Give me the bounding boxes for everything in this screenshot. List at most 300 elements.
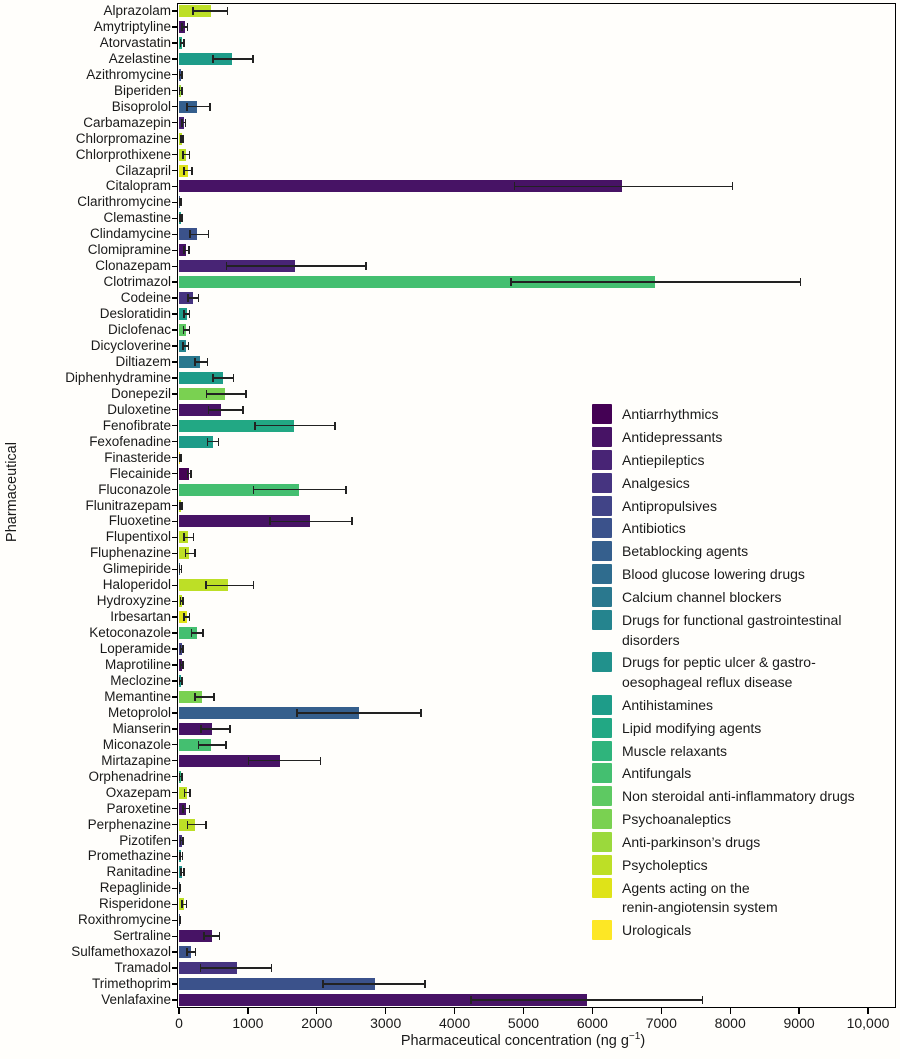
error-bar-cap-low — [322, 980, 324, 988]
legend-swatch — [592, 695, 612, 715]
y-axis-tick — [172, 186, 177, 187]
error-bar-cap-high — [702, 996, 704, 1004]
legend-item — [592, 652, 892, 692]
y-axis-tick — [172, 313, 177, 314]
error-bar-cap-high — [207, 358, 209, 366]
y-axis-tick — [172, 712, 177, 713]
legend-swatch — [592, 404, 612, 424]
y-axis-tick — [172, 904, 177, 905]
y-axis-tick — [172, 266, 177, 267]
y-tick-label: Fexofenadine — [89, 433, 171, 449]
y-tick-label: Amytriptyline — [93, 18, 171, 34]
legend-swatch — [592, 450, 612, 470]
error-bar-cap-high — [188, 342, 190, 350]
y-tick-label: Citalopram — [105, 178, 171, 194]
error-bar-cap-low — [180, 39, 182, 47]
y-tick-label: Fluconazole — [98, 481, 171, 497]
error-bar — [213, 377, 234, 379]
error-bar-cap-low — [183, 326, 185, 334]
error-bar-cap-low — [181, 23, 183, 31]
y-tick-label: Maprotiline — [104, 657, 171, 673]
y-axis-tick — [172, 792, 177, 793]
y-axis-tick — [172, 521, 177, 522]
error-bar-cap-high — [245, 390, 247, 398]
error-bar-cap-high — [180, 198, 182, 206]
legend-swatch — [592, 427, 612, 447]
x-tick-label: 5000 — [507, 1015, 540, 1031]
y-axis-tick — [172, 585, 177, 586]
y-axis-tick — [172, 840, 177, 841]
y-tick-label: Biperiden — [113, 82, 171, 98]
y-axis-tick — [172, 872, 177, 873]
legend-label: Antifungals — [622, 765, 692, 782]
error-bar-cap-high — [233, 374, 235, 382]
error-bar-cap-low — [187, 470, 189, 478]
legend-item — [592, 450, 892, 471]
y-axis-tick — [172, 441, 177, 442]
error-bar-cap-low — [181, 119, 183, 127]
y-tick-label: Roxithromycine — [77, 912, 171, 928]
y-axis-tick — [172, 457, 177, 458]
y-tick-label: Clotrimazol — [103, 274, 171, 290]
legend-swatch — [592, 587, 612, 607]
x-tick-label: 3000 — [370, 1015, 402, 1031]
error-bar — [227, 265, 366, 267]
y-tick-label: Diphenhydramine — [65, 369, 171, 385]
y-tick-label: Cilazapril — [115, 162, 171, 178]
legend-swatch — [592, 564, 612, 584]
error-bar-cap-high — [195, 948, 197, 956]
legend-label: Analgesics — [622, 474, 690, 491]
error-bar-cap-low — [296, 709, 298, 717]
legend-swatch — [592, 718, 612, 738]
y-axis-tick — [172, 920, 177, 921]
legend-item — [592, 920, 892, 941]
error-bar — [323, 983, 425, 985]
y-axis-tick — [172, 999, 177, 1000]
y-tick-label: Bisoprolol — [111, 98, 171, 114]
error-bar-cap-high — [420, 709, 422, 717]
error-bar-cap-high — [225, 741, 227, 749]
x-axis-title-close: ) — [640, 1032, 646, 1049]
y-axis-tick — [172, 680, 177, 681]
error-bar-cap-low — [180, 868, 182, 876]
y-tick-label: Azelastine — [108, 50, 171, 66]
y-tick-label: Clomipramine — [87, 242, 171, 258]
x-tick-label: 2000 — [301, 1015, 333, 1031]
y-tick-label: Dicycloverine — [90, 337, 171, 353]
error-bar — [207, 441, 218, 443]
y-tick-label: Repaglinide — [99, 880, 171, 896]
y-axis-tick — [172, 648, 177, 649]
error-bar — [201, 728, 230, 730]
error-bar-cap-low — [226, 262, 228, 270]
legend-item — [592, 427, 892, 448]
error-bar — [511, 281, 800, 283]
x-axis-tick — [454, 1008, 455, 1014]
error-bar-cap-high — [345, 486, 347, 494]
error-bar-cap-high — [186, 900, 188, 908]
y-tick-label: Diclofenac — [107, 322, 171, 338]
x-axis-title-superscript: −1 — [628, 1031, 641, 1042]
y-tick-label: Tramadol — [114, 960, 171, 976]
y-axis-tick — [172, 553, 177, 554]
error-bar — [198, 744, 226, 746]
error-bar-cap-high — [189, 789, 191, 797]
y-tick-label: Ranitadine — [106, 864, 171, 880]
error-bar-cap-high — [198, 294, 200, 302]
legend-swatch — [592, 832, 612, 852]
y-tick-label: Chlorpromazine — [75, 130, 171, 146]
error-bar-cap-low — [182, 342, 184, 350]
error-bar-cap-high — [219, 932, 221, 940]
y-tick-label: Memantine — [104, 688, 171, 704]
x-axis-tick — [385, 1008, 386, 1014]
y-axis-tick — [172, 409, 177, 410]
legend-item — [592, 541, 892, 562]
error-bar — [515, 186, 733, 188]
legend — [592, 404, 892, 943]
y-tick-label: Clarithromycine — [77, 194, 171, 210]
x-axis-tick — [661, 1008, 662, 1014]
y-tick-label: Desloratidin — [99, 306, 171, 322]
legend-item — [592, 610, 892, 650]
error-bar-cap-high — [202, 629, 204, 637]
error-bar-cap-high — [208, 230, 210, 238]
error-bar — [195, 696, 214, 698]
y-tick-label: Irbesartan — [110, 609, 171, 625]
error-bar-cap-high — [365, 262, 367, 270]
y-tick-label: Fluoxetine — [108, 513, 171, 529]
y-axis-tick — [172, 218, 177, 219]
error-bar-cap-low — [510, 278, 512, 286]
y-axis-tick — [172, 202, 177, 203]
error-bar-cap-low — [179, 773, 181, 781]
error-bar-cap-low — [203, 932, 205, 940]
error-bar-cap-high — [189, 326, 191, 334]
legend-label: Drugs for peptic ulcer & gastro- oesophageal reflux disease — [622, 654, 816, 690]
y-axis-tick — [172, 345, 177, 346]
y-axis-tick — [172, 106, 177, 107]
error-bar-cap-low — [253, 486, 255, 494]
error-bar — [207, 393, 246, 395]
error-bar-cap-high — [181, 214, 183, 222]
legend-label: Anti-parkinson’s drugs — [622, 834, 761, 851]
x-axis-tick — [247, 1008, 248, 1014]
y-axis-tick — [172, 393, 177, 394]
y-tick-label: Chlorprothixene — [75, 146, 171, 162]
y-axis-tick — [172, 361, 177, 362]
legend-swatch — [592, 920, 612, 940]
error-bar-cap-high — [424, 980, 426, 988]
y-axis-tick — [172, 90, 177, 91]
y-axis-tick — [172, 154, 177, 155]
error-bar-cap-high — [242, 406, 244, 414]
error-bar — [204, 935, 220, 937]
y-axis-tick — [172, 569, 177, 570]
y-axis-tick — [172, 281, 177, 282]
error-bar-cap-low — [191, 629, 193, 637]
legend-label: Blood glucose lowering drugs — [622, 566, 805, 583]
legend-label: Psycholeptics — [622, 857, 708, 874]
error-bar-cap-low — [194, 693, 196, 701]
legend-item — [592, 695, 892, 716]
legend-label: Antiepileptics — [622, 451, 705, 468]
error-bar-cap-low — [179, 852, 181, 860]
error-bar-cap-low — [212, 55, 214, 63]
y-tick-label: Ketoconazole — [89, 625, 171, 641]
error-bar-cap-low — [206, 390, 208, 398]
error-bar-cap-high — [732, 182, 734, 190]
error-bar-cap-low — [192, 7, 194, 15]
error-bar-cap-low — [212, 374, 214, 382]
error-bar-cap-high — [189, 805, 191, 813]
error-bar — [200, 967, 271, 969]
legend-label: Antiarrhythmics — [622, 406, 719, 422]
x-axis-tick — [316, 1008, 317, 1014]
y-tick-label: Metoprolol — [107, 704, 171, 720]
error-bar-cap-high — [181, 87, 183, 95]
error-bar-cap-low — [179, 71, 181, 79]
error-bar-cap-low — [180, 661, 182, 669]
legend-label: Psychoanaleptics — [622, 811, 731, 828]
y-axis-tick — [172, 425, 177, 426]
y-axis-tick — [172, 808, 177, 809]
error-bar-cap-low — [200, 964, 202, 972]
y-axis-tick — [172, 122, 177, 123]
x-tick-label: 8000 — [714, 1015, 746, 1031]
error-bar-cap-low — [198, 741, 200, 749]
y-tick-label: Loperamide — [99, 641, 171, 657]
y-axis-tick — [172, 138, 177, 139]
y-tick-label: Clindamycine — [89, 226, 171, 242]
legend-label: Betablocking agents — [622, 543, 749, 560]
error-bar-cap-low — [189, 230, 191, 238]
error-bar-cap-high — [271, 964, 273, 972]
x-axis-tick — [523, 1008, 524, 1014]
y-axis-tick — [172, 888, 177, 889]
legend-swatch — [592, 878, 612, 898]
y-tick-label: Flupentixol — [105, 529, 171, 545]
error-bar-cap-high — [193, 533, 195, 541]
error-bar-cap-high — [180, 916, 182, 924]
y-tick-label: Atorvastatin — [99, 34, 171, 50]
y-tick-label: Oxazepam — [105, 784, 171, 800]
error-bar-cap-high — [253, 581, 255, 589]
y-tick-label: Sertraline — [113, 928, 171, 944]
y-axis-tick — [172, 505, 177, 506]
y-tick-label: Orphenadrine — [88, 768, 171, 784]
error-bar-cap-low — [194, 358, 196, 366]
error-bar — [191, 632, 203, 634]
x-tick-label: 6000 — [576, 1015, 608, 1031]
y-axis-tick — [172, 10, 177, 11]
error-bar-cap-high — [191, 167, 193, 175]
legend-swatch — [592, 741, 612, 761]
y-tick-label: Sulfamethoxazol — [71, 944, 171, 960]
x-axis-tick — [592, 1008, 593, 1014]
legend-item — [592, 832, 892, 853]
legend-swatch — [592, 518, 612, 538]
error-bar — [255, 425, 335, 427]
legend-label: Urologicals — [622, 922, 692, 939]
y-axis-tick — [172, 936, 177, 937]
error-bar-cap-high — [185, 119, 187, 127]
y-axis-tick — [172, 234, 177, 235]
error-bar — [190, 234, 208, 236]
y-axis-tick — [172, 664, 177, 665]
error-bar-cap-low — [180, 597, 182, 605]
legend-label: Calcium channel blockers — [622, 589, 782, 606]
error-bar-cap-low — [187, 821, 189, 829]
error-bar-cap-high — [351, 517, 353, 525]
y-axis-tick — [172, 856, 177, 857]
legend-swatch — [592, 786, 612, 806]
y-tick-label: Carbamazepin — [83, 114, 171, 130]
x-tick-label: 4000 — [439, 1015, 471, 1031]
error-bar-cap-low — [184, 789, 186, 797]
error-bar-cap-high — [209, 103, 211, 111]
y-axis-tick — [172, 632, 177, 633]
error-bar-cap-low — [183, 310, 185, 318]
error-bar-cap-low — [183, 533, 185, 541]
y-tick-label: Mianserin — [112, 720, 171, 736]
legend-item — [592, 404, 892, 425]
error-bar-cap-high — [194, 549, 196, 557]
y-tick-label: Codeine — [120, 290, 171, 306]
error-bar-cap-high — [189, 310, 191, 318]
y-axis-tick — [172, 967, 177, 968]
error-bar — [206, 585, 254, 587]
error-bar — [195, 361, 207, 363]
error-bar-cap-low — [205, 581, 207, 589]
error-bar-cap-high — [183, 39, 185, 47]
legend-swatch — [592, 652, 612, 672]
y-axis-tick — [172, 824, 177, 825]
y-axis-tick — [172, 170, 177, 171]
error-bar-cap-high — [188, 246, 190, 254]
legend-item — [592, 878, 892, 918]
error-bar-cap-low — [248, 757, 250, 765]
error-bar-cap-high — [181, 677, 183, 685]
y-tick-label: Flecainide — [109, 465, 171, 481]
error-bar-cap-high — [181, 565, 183, 573]
x-axis-title — [178, 1031, 868, 1049]
error-bar — [249, 760, 321, 762]
y-tick-label: Promethazine — [87, 848, 171, 864]
error-bar-cap-high — [218, 438, 220, 446]
error-bar-cap-low — [185, 549, 187, 557]
legend-label: Antidepressants — [622, 428, 723, 445]
legend-item — [592, 564, 892, 585]
y-axis-tick — [172, 744, 177, 745]
y-tick-label: Meclozine — [110, 672, 171, 688]
legend-label: Drugs for functional gastrointestinal disorders — [622, 612, 842, 648]
y-tick-label: Fluphenazine — [89, 545, 171, 561]
error-bar-cap-high — [182, 135, 184, 143]
y-tick-label: Clonazepam — [95, 258, 171, 274]
legend-label: Lipid modifying agents — [622, 719, 762, 736]
y-tick-label: Venlafaxine — [101, 992, 171, 1008]
error-bar-cap-high — [189, 613, 191, 621]
error-bar-cap-high — [182, 852, 184, 860]
legend-swatch — [592, 809, 612, 829]
error-bar-cap-low — [182, 805, 184, 813]
y-axis-tick — [172, 616, 177, 617]
x-axis-tick — [730, 1008, 731, 1014]
y-tick-label: Duloxetine — [107, 401, 171, 417]
error-bar-cap-low — [180, 645, 182, 653]
error-bar-cap-low — [207, 438, 209, 446]
legend-label: Agents acting on the renin-angiotensin system — [622, 879, 778, 916]
error-bar — [193, 10, 227, 12]
y-axis-tick — [172, 489, 177, 490]
y-axis-tick — [172, 377, 177, 378]
error-bar-cap-low — [179, 87, 181, 95]
error-bar-cap-high — [181, 502, 183, 510]
y-tick-label: Diltiazem — [115, 353, 171, 369]
y-axis-tick — [172, 983, 177, 984]
y-tick-label: Trimethoprim — [91, 976, 171, 992]
error-bar-cap-low — [180, 837, 182, 845]
error-bar-cap-high — [334, 422, 336, 430]
y-tick-label: Perphenazine — [87, 816, 171, 832]
y-tick-label: Fenofibrate — [102, 417, 171, 433]
error-bar-cap-high — [182, 597, 184, 605]
y-tick-label: Alprazolam — [103, 2, 171, 18]
error-bar — [187, 824, 206, 826]
error-bar-cap-high — [182, 661, 184, 669]
y-axis-tick — [172, 473, 177, 474]
error-bar — [270, 521, 352, 523]
error-bar-cap-low — [183, 246, 185, 254]
x-tick-label: 1000 — [232, 1015, 264, 1031]
legend-item — [592, 855, 892, 876]
legend-swatch — [592, 610, 612, 630]
error-bar-cap-high — [182, 645, 184, 653]
error-bar — [471, 999, 703, 1001]
error-bar-cap-low — [186, 103, 188, 111]
y-axis-tick — [172, 776, 177, 777]
error-bar-cap-high — [320, 757, 322, 765]
legend-swatch — [592, 541, 612, 561]
x-axis-tick — [867, 1008, 868, 1014]
legend-item — [592, 496, 892, 517]
error-bar-cap-low — [254, 422, 256, 430]
error-bar-cap-low — [470, 996, 472, 1004]
y-axis-tick — [172, 297, 177, 298]
legend-swatch — [592, 763, 612, 783]
error-bar — [187, 106, 210, 108]
y-axis-tick — [172, 58, 177, 59]
y-tick-label: Pizotifen — [119, 832, 171, 848]
error-bar-cap-low — [208, 406, 210, 414]
error-bar — [253, 489, 346, 491]
error-bar-cap-low — [186, 948, 188, 956]
error-bar-cap-high — [800, 278, 802, 286]
y-axis-tick — [172, 728, 177, 729]
error-bar-cap-high — [190, 470, 192, 478]
legend-swatch — [592, 855, 612, 875]
error-bar-cap-low — [183, 613, 185, 621]
error-bar-cap-low — [182, 151, 184, 159]
y-tick-label: Haloperidol — [102, 577, 171, 593]
x-axis-tick — [798, 1008, 799, 1014]
x-axis-tick — [178, 1008, 179, 1014]
error-bar — [297, 712, 421, 714]
y-tick-label: Donepezil — [110, 385, 171, 401]
x-tick-label: 10,000 — [846, 1015, 890, 1031]
